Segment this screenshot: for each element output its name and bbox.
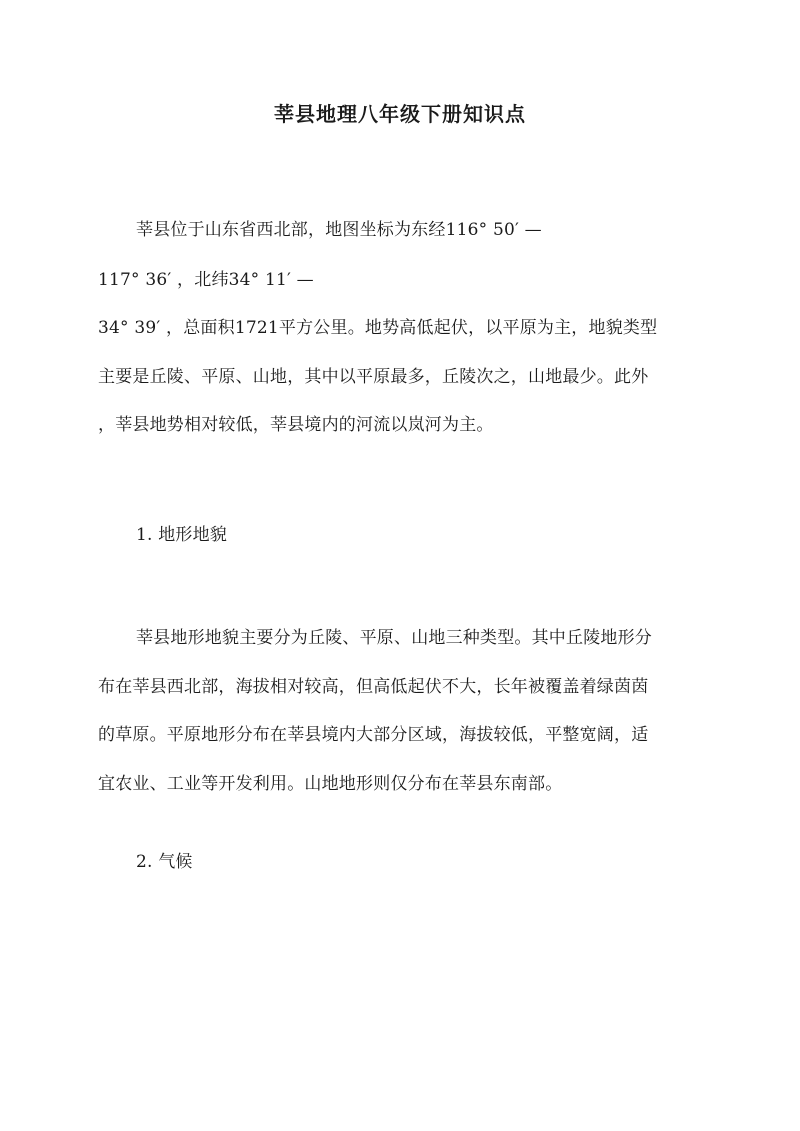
terrain-line-3: 的草原。平原地形分布在莘县境内大部分区域，海拔较低，平整宽阔，适 bbox=[98, 725, 649, 745]
intro-line-3: 34° 39′ ，总面积1721平方公里。地势高低起伏，以平原为主，地貌类型 bbox=[98, 318, 658, 338]
section-heading-terrain: 1. 地形地貌 bbox=[136, 525, 228, 545]
intro-line-1: 莘县位于山东省西北部，地图坐标为东经116° 50′ — bbox=[136, 220, 542, 240]
terrain-line-1: 莘县地形地貌主要分为丘陵、平原、山地三种类型。其中丘陵地形分 bbox=[136, 628, 652, 648]
terrain-line-4: 宜农业、工业等开发利用。山地地形则仅分布在莘县东南部。 bbox=[98, 774, 563, 794]
terrain-line-2: 布在莘县西北部，海拔相对较高，但高低起伏不大，长年被覆盖着绿茵茵 bbox=[98, 677, 649, 697]
intro-line-5: ，莘县地势相对较低，莘县境内的河流以岚河为主。 bbox=[98, 415, 494, 435]
section-heading-climate: 2. 气候 bbox=[136, 852, 193, 872]
document-title: 莘县地理八年级下册知识点 bbox=[274, 102, 526, 126]
intro-line-2: 117° 36′ ，北纬34° 11′ — bbox=[98, 270, 314, 290]
intro-line-4: 主要是丘陵、平原、山地，其中以平原最多，丘陵次之，山地最少。此外 bbox=[98, 367, 649, 387]
